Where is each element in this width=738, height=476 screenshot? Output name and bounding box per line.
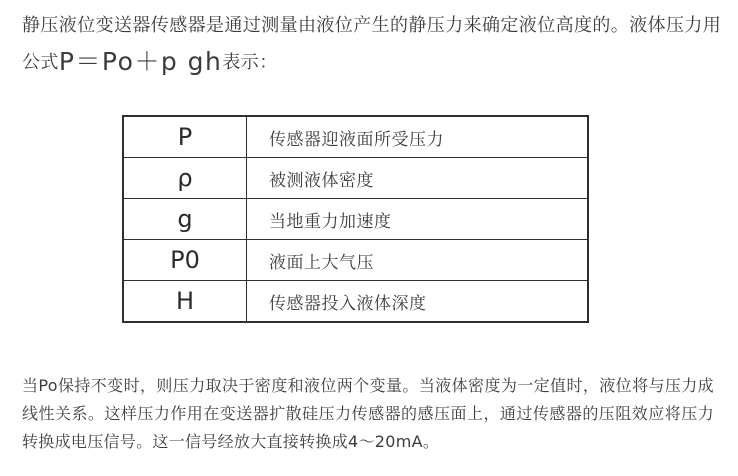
description-cell: 被测液体密度 — [247, 158, 589, 199]
table-body — [123, 116, 588, 322]
description-cell: 传感器投入液体深度 — [247, 281, 589, 323]
outro-text: 当Po保持不变时，则压力取决于密度和液位两个变量。当液体密度为一定值时，液位将与压力成线性关系。这样压力作用在变送器扩散硅压力传感器的感压面上，通过传感器的压阻效应将压力转换成电压信号。这一信号经放大直接转换成4～20mA。 — [22, 376, 714, 451]
symbol-definition-table-wrapper — [122, 115, 589, 323]
table-row — [123, 240, 588, 281]
symbol-cell: ρ — [123, 158, 247, 199]
outro-paragraph — [22, 372, 714, 456]
symbol-cell: P0 — [123, 240, 247, 281]
table-row — [123, 199, 588, 240]
pressure-formula: P＝Po＋p gh — [58, 47, 223, 76]
intro-text-before: 静压液位变送器传感器是通过测量由液位产生的静压力来确定液位高度的。液体压力用公式 — [22, 15, 722, 73]
table-row — [123, 116, 588, 158]
description-cell: 当地重力加速度 — [247, 199, 589, 240]
description-cell: 传感器迎液面所受压力 — [247, 116, 589, 158]
symbol-cell: g — [123, 199, 247, 240]
symbol-definition-table — [122, 115, 589, 323]
symbol-cell: H — [123, 281, 247, 323]
table-row — [123, 158, 588, 199]
intro-text-after: 表示： — [222, 52, 278, 73]
table-row — [123, 281, 588, 323]
intro-paragraph — [22, 8, 722, 81]
description-cell: 液面上大气压 — [247, 240, 589, 281]
symbol-cell: P — [123, 116, 247, 158]
